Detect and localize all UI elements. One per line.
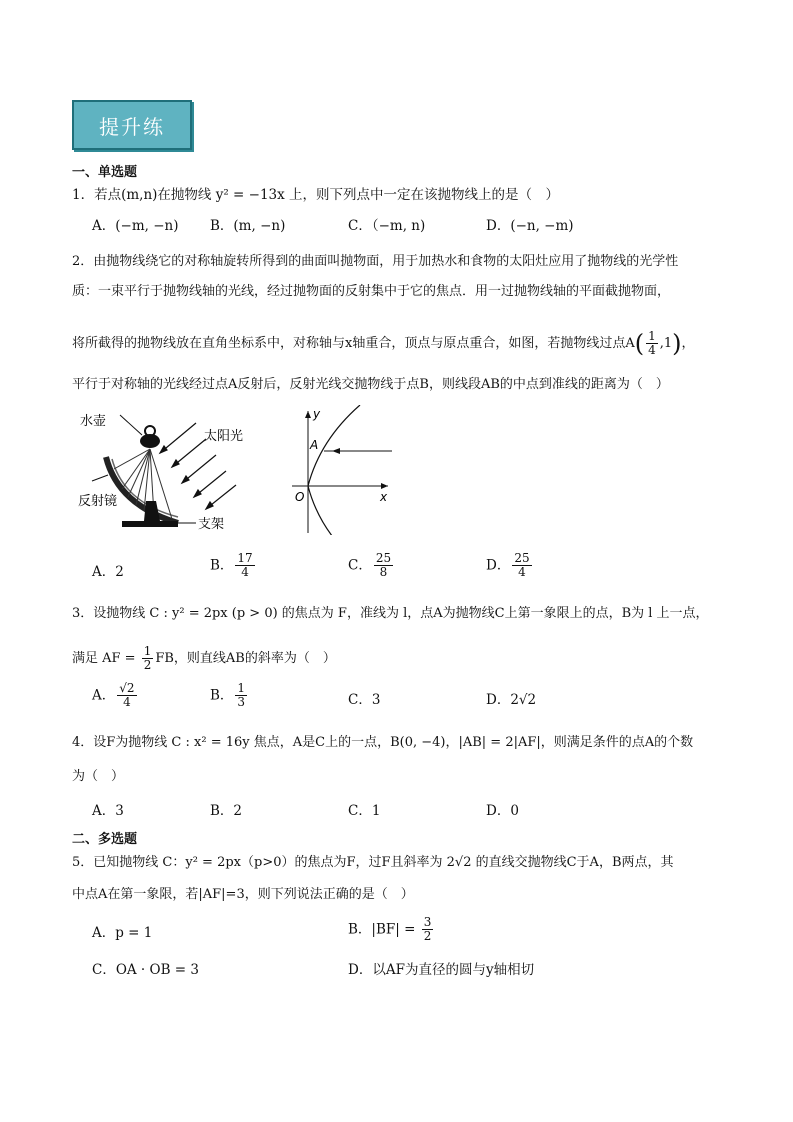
q1-option-c: C．（−m, n) [348, 218, 426, 234]
q2-option-c: C． $\frac{25}{8}$ [348, 551, 392, 579]
question-4: 4．设F为抛物线 C : x² = 16y 焦点，A是C上的一点，B(0, −4)，|AB| = 2|AF|，则满足条件的点A的个数 [72, 735, 694, 750]
question-1 [72, 185, 732, 205]
q4-option-c: C．1 [348, 803, 381, 819]
q1-option-d: D．(−n, −m) [486, 218, 574, 234]
q2-option-d: D． $\frac{25}{4}$ [486, 551, 530, 579]
section-heading-single: 一、单选题 [72, 165, 138, 180]
question-3: 3．设抛物线 C : y² = 2px (p > 0) 的焦点为 F，准线为 l，点A为抛物线C上第一象限上的点，B为 l 上一点， [72, 606, 709, 621]
question-5: 5．已知抛物线 C：y² = 2px（p>0）的焦点为F，过F且斜率为 2√2 的直线交抛物线C于A，B两点，其 [72, 855, 674, 870]
q5-option-a: A．p = 1 [92, 925, 153, 941]
q2-option-a: A．2 [92, 564, 124, 580]
label-o: O [295, 490, 305, 504]
q2-option-b: B． $\frac{17}{4}$ [210, 551, 253, 579]
q3-line2: 满足 AF = $\frac{1}{2}$ FB，则直线AB的斜率为（ ） [72, 644, 336, 672]
q5-line1: 已知抛物线 C：y² = 2px（p>0）的焦点为F，过F且斜率为 2√2 的直线交抛物线C于A，B两点，其 [93, 855, 674, 870]
q4-option-d: D．0 [486, 803, 519, 819]
label-x: x [380, 490, 388, 504]
q3-option-a: A． $\frac{√2}{4}$ [92, 681, 135, 709]
section-heading-multi: 二、多选题 [72, 832, 138, 847]
question-text: 若点(m,n)在抛物线 y² = −13x 上，则下列点中一定在该抛物线上的是（ ） [94, 187, 560, 203]
q3-option-c: C．3 [348, 692, 381, 708]
solar-cooker-figure [78, 405, 268, 535]
section-badge: 提升练 [72, 100, 192, 150]
q4-option-b: B．2 [210, 803, 243, 819]
label-sunlight: 太阳光 [204, 429, 244, 444]
question-2 [72, 252, 732, 272]
q2-line4: 平行于对称轴的光线经过点A反射后，反射光线交抛物线于点B，则线段AB的中点到准线的距离为（ ） [72, 377, 669, 392]
label-stand: 支架 [198, 517, 225, 532]
q2-line3: 将所截得的抛物线放在直角坐标系中，对称轴与x轴重合，顶点与原点重合，如图，若抛物线过点A( $\frac{1}{4}$ ,1)， [72, 329, 695, 358]
q5-line2: 中点A在第一象限，若|AF|=3，则下列说法正确的是（ ） [72, 887, 414, 902]
q4-line2: 为（ ） [72, 769, 125, 784]
parabola-curve [308, 405, 360, 535]
q2-line1: 由抛物线绕它的对称轴旋转所得到的曲面叫抛物面，用于加热水和食物的太阳灶应用了抛物线的光学性 [93, 254, 679, 269]
q5-option-b: B．|BF| = $\frac{3}{2}$ [348, 915, 432, 943]
q5-option-c: C．OA · OB = 3 [92, 962, 199, 978]
label-mirror: 反射镜 [78, 494, 118, 509]
q2-line2: 质：一束平行于抛物线轴的光线，经过抛物面的反射集中于它的焦点．用一过抛物线轴的平面截抛物面， [72, 284, 671, 299]
q2-line3-text: 将所截得的抛物线放在直角坐标系中，对称轴与x轴重合，顶点与原点重合，如图，若抛物线过点A [72, 336, 635, 351]
q4-line1: 设F为抛物线 C : x² = 16y 焦点，A是C上的一点，B(0, −4)，|AB| = 2|AF|，则满足条件的点A的个数 [93, 735, 694, 750]
parabola-figure [280, 405, 400, 535]
stand [144, 501, 160, 521]
q3-option-d: D．2√2 [486, 692, 537, 708]
q4-option-a: A．3 [92, 803, 124, 819]
question-number: 1． [72, 187, 95, 203]
q5-option-d: D．以AF为直径的圆与y轴相切 [348, 962, 535, 978]
label-y: y [313, 407, 321, 421]
q1-option-a: A．(−m, −n) [92, 218, 179, 234]
question-number: 2． [72, 254, 94, 269]
q1-option-b: B．(m, −n) [210, 218, 286, 234]
q3-option-b: B． $\frac{1}{3}$ [210, 681, 246, 709]
label-a: A [310, 438, 319, 452]
q3-line1: 设抛物线 C : y² = 2px (p > 0) 的焦点为 F，准线为 l，点A为抛物线C上第一象限上的点，B为 l 上一点， [93, 606, 709, 621]
point-fraction: $\frac{1}{4}$ [648, 329, 656, 357]
label-kettle: 水壶 [80, 414, 107, 429]
